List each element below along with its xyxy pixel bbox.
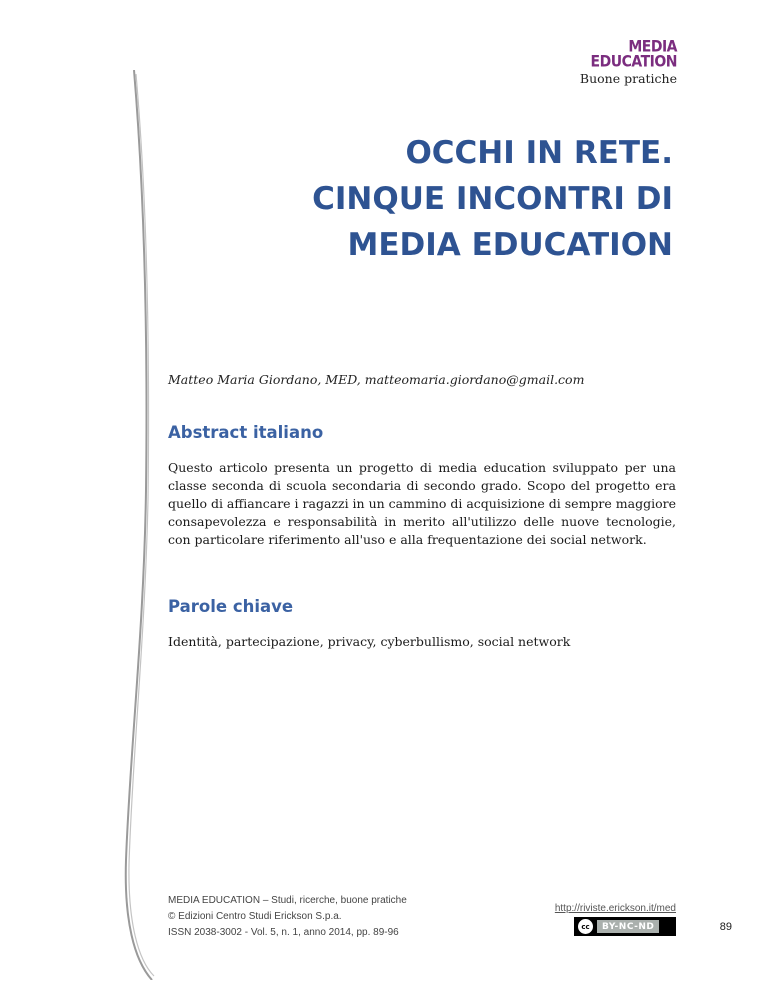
footer-info [168, 893, 407, 941]
footer-publisher: © Edizioni Centro Studi Erickson S.p.a. [168, 911, 342, 922]
keywords-heading: Parole chiave [168, 597, 294, 616]
journal-url-link[interactable]: http://riviste.erickson.it/med [554, 903, 676, 914]
footer-journal: MEDIA EDUCATION – Studi, ricerche, buone pratiche [168, 895, 407, 906]
author-line: Matteo Maria Giordano, MED, matteomaria.giordano@gmail.com [168, 372, 585, 387]
page-number: 89 [719, 921, 732, 933]
footer-issn: ISSN 2038-3002 - Vol. 5, n. 1, anno 2014, pp. 89-96 [168, 927, 399, 938]
title-line-2: CINQUE INCONTRI DI [312, 181, 673, 217]
cc-license-badge[interactable] [574, 917, 676, 936]
keywords-text: Identità, partecipazione, privacy, cyberbullismo, social network [168, 634, 571, 649]
abstract-text: Questo articolo presenta un progetto di media education sviluppato per una classe seconda di scuola secondaria di secondo grado. Scopo del progetto era quello di affiancare i ragazzi in un cammino di acquisizione di sempre maggiore consapevolezza e responsabilità in merito all'utilizzo delle nuove tecnologie, con particolare riferimento all'uso e alla frequentazione dei social network. [168, 460, 676, 547]
title-line-3: MEDIA EDUCATION [347, 227, 673, 263]
decorative-brush-stroke [118, 70, 158, 980]
logo-line-2: EDUCATION [590, 52, 677, 72]
cc-icon: cc [578, 919, 593, 934]
journal-logo [590, 37, 677, 72]
license-terms: BY-NC-ND [597, 920, 659, 933]
section-label: Buone pratiche [579, 71, 677, 86]
title-line-1: OCCHI IN RETE. [405, 135, 673, 171]
article-title [312, 130, 673, 268]
logo-line-1: MEDIA [628, 37, 677, 57]
abstract-heading: Abstract italiano [168, 423, 324, 442]
